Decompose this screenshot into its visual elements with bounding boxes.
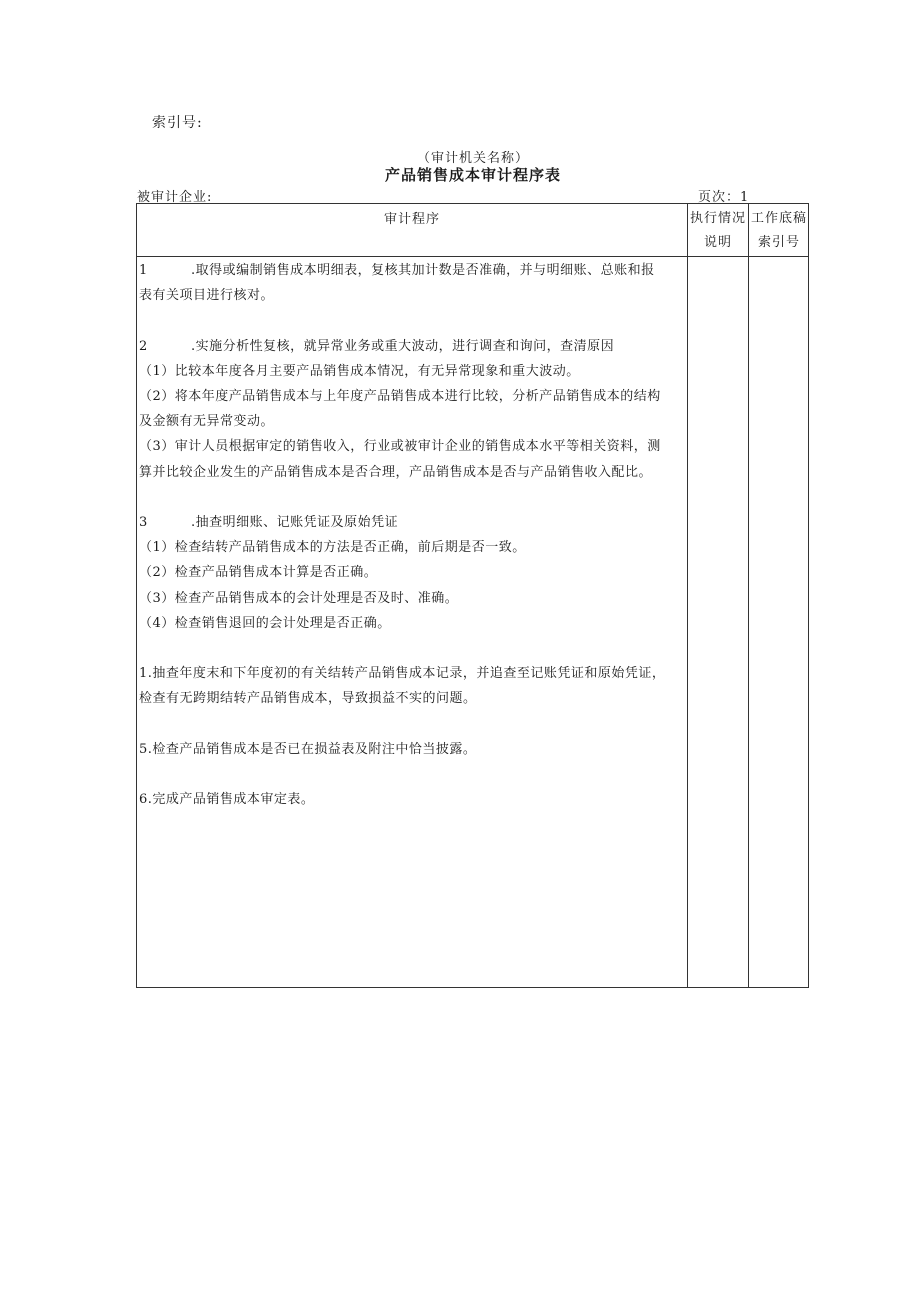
column-header-execution [687, 207, 749, 255]
procedure-2-sub-1: （1）比较本年度各月主要产品销售成本情况，有无异常现象和重大波动。 [139, 363, 580, 379]
procedure-1-text: .取得或编制销售成本明细表，复核其加计数是否准确，并与明细账、总账和报 [191, 263, 655, 278]
column-header-procedure: 审计程序 [383, 212, 440, 227]
procedure-3-number: 3 [139, 515, 148, 530]
procedure-5: 5.检查产品销售成本是否已在损益表及附注中恰当披露。 [139, 741, 477, 757]
procedure-1 [139, 258, 683, 283]
procedure-2-number: 2 [139, 338, 148, 354]
procedure-2-text: .实施分析性复核，就异常业务或重大波动，进行调查和询问，查清原因 [191, 338, 615, 354]
column-divider-1 [687, 204, 688, 987]
column-divider-2 [748, 204, 749, 987]
index-number-label: 索引号: [152, 115, 203, 131]
spacer [139, 636, 683, 661]
procedure-3-text: .抽查明细账、记账凭证及原始凭证 [191, 515, 399, 530]
procedure-content [139, 258, 683, 812]
procedure-2-sub-3: （3）审计人员根据审定的销售收入，行业或被审计企业的销售成本水平等相关资料，测 [139, 439, 661, 455]
procedure-4: 1.抽查年度末和下年度初的有关结转产品销售成本记录，并追查至记账凭证和原始凭证， [139, 666, 666, 682]
audit-procedure-table [136, 203, 809, 988]
procedure-2-sub-2-continued: 及金额有无异常变动。 [139, 414, 275, 430]
column-header-execution-line2: 说明 [703, 235, 732, 250]
audited-entity-label: 被审计企业: [137, 190, 213, 205]
column-header-workpaper-ref-line1: 工作底稿 [750, 211, 807, 226]
procedure-1-number: 1 [139, 263, 148, 278]
procedure-3-sub-4: （4）检查销售退回的会计处理是否正确。 [139, 615, 391, 631]
spacer [139, 308, 683, 333]
page-number: 页次：1 [698, 190, 750, 205]
column-header-execution-line1: 执行情况 [689, 211, 746, 226]
procedure-6: 6.完成产品销售成本审定表。 [139, 792, 315, 808]
spacer [139, 762, 683, 787]
spacer [139, 485, 683, 510]
procedure-3-sub-2: （2）检查产品销售成本计算是否正确。 [139, 565, 378, 581]
procedure-4-continued: 检查有无跨期结转产品销售成本，导致损益不实的问题。 [139, 691, 477, 707]
procedure-3 [139, 510, 683, 535]
column-header-workpaper-ref-line2: 索引号 [757, 235, 800, 250]
column-header-workpaper-ref [749, 207, 809, 255]
procedure-2-sub-3-continued: 算并比较企业发生的产品销售成本是否合理，产品销售成本是否与产品销售收入配比。 [139, 464, 653, 480]
procedure-3-sub-3: （3）检查产品销售成本的会计处理是否及时、准确。 [139, 590, 459, 606]
audit-agency-name: （审计机关名称） [416, 151, 529, 166]
procedure-3-sub-1: （1）检查结转产品销售成本的方法是否正确，前后期是否一致。 [139, 540, 526, 556]
procedure-1-continued: 表有关项目进行核对。 [139, 288, 275, 304]
spacer [139, 712, 683, 737]
header-row-divider [137, 256, 808, 257]
document-title: 产品销售成本审计程序表 [384, 166, 561, 184]
procedure-2-sub-2: （2）将本年度产品销售成本与上年度产品销售成本进行比较，分析产品销售成本的结构 [139, 389, 661, 404]
procedure-2 [139, 334, 683, 359]
